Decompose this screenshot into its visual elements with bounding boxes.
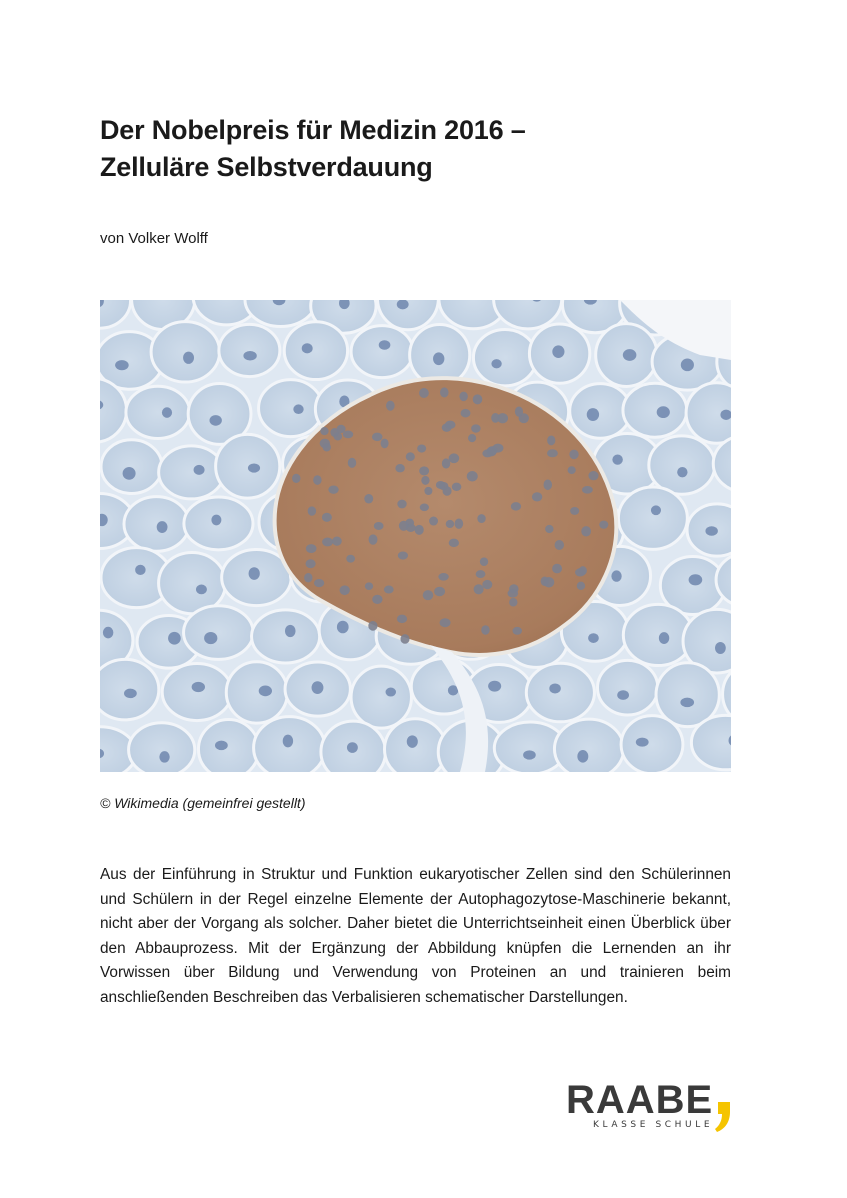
- raabe-logo: [566, 1080, 736, 1136]
- author-line: von Volker Wolff: [100, 230, 208, 247]
- title-line-2: Zelluläre Selbstverdauung: [100, 152, 433, 182]
- image-credit: © Wikimedia (gemeinfrei gestellt): [100, 795, 306, 811]
- microscopy-image: [100, 300, 731, 772]
- body-paragraph: Aus der Einführung in Struktur und Funktion eukaryotischer Zellen sind den Schülerinnen und Schülern in der Regel einzelne Elemente der Autophagozytose-Maschinerie bekannt, nicht aber der Vorgang als solcher. Daher bietet die Unterrichtseinheit einen Überblick über den Abbauprozess. Mit der Ergänzung der Abbildung knüpfen die Lernenden an ihr Vorwissen über Bildung und Verwendung von Proteinen an und trainieren beim anschließenden Beschreiben das Verbalisieren schematischer Darstellungen.: [100, 866, 731, 1006]
- title-line-1: Der Nobelpreis für Medizin 2016 –: [100, 115, 526, 145]
- logo-wordmark: RAABE: [566, 1078, 714, 1122]
- logo-comma-icon: [714, 1102, 734, 1132]
- document-title: [100, 112, 740, 186]
- logo-tagline: KLASSE SCHULE: [593, 1120, 714, 1130]
